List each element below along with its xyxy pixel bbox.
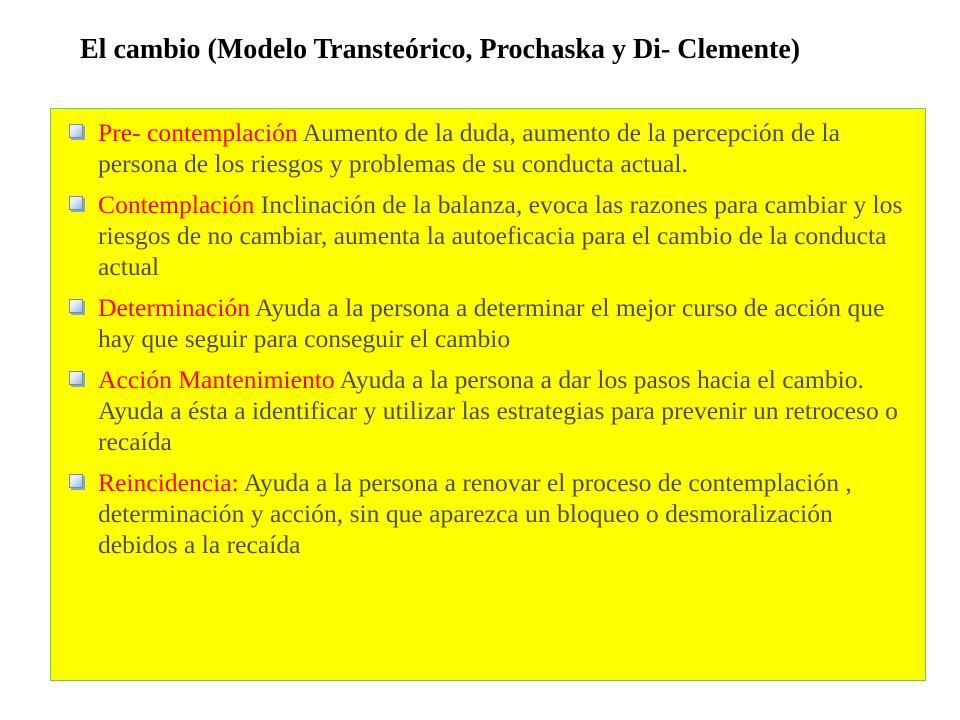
- stage-item-relapse: [61, 467, 911, 560]
- stage-name: Determinación: [98, 293, 251, 322]
- stage-item-determination: [61, 292, 911, 354]
- stage-name: Pre- contemplación: [98, 118, 298, 147]
- content-box: [50, 108, 926, 681]
- square-bullet-icon: [69, 124, 83, 138]
- stage-name: Acción Mantenimiento: [98, 365, 335, 394]
- stage-item-contemplation: [61, 189, 911, 282]
- stage-description: Ayuda a la persona a dar los pasos hacia el cambio. Ayuda a ésta a identificar y utilizar las estrategias para prevenir un retroceso o recaída: [98, 365, 898, 456]
- stage-description: Ayuda a la persona a determinar el mejor curso de acción que hay que seguir para conseguir el cambio: [98, 293, 885, 353]
- stage-name: Contemplación: [98, 190, 255, 219]
- square-bullet-icon: [69, 371, 83, 385]
- stage-name: Reincidencia:: [98, 468, 239, 497]
- stage-description: Aumento de la duda, aumento de la percepción de la persona de los riesgos y problemas de su conducta actual.: [98, 118, 840, 178]
- stage-description: Ayuda a la persona a renovar el proceso de contemplación , determinación y acción, sin que aparezca un bloqueo o desmoralización debidos a la recaída: [98, 468, 852, 559]
- square-bullet-icon: [69, 474, 83, 488]
- square-bullet-icon: [69, 196, 83, 210]
- stage-item-action-maintenance: [61, 364, 911, 457]
- square-bullet-icon: [69, 299, 83, 313]
- stage-list: [61, 117, 911, 570]
- slide-title: El cambio (Modelo Transteórico, Prochaska y Di- Clemente): [80, 34, 801, 65]
- stage-item-precontemplation: [61, 117, 911, 179]
- stage-description: Inclinación de la balanza, evoca las razones para cambiar y los riesgos de no cambiar, aumenta la autoeficacia para el cambio de la conducta actual: [98, 190, 903, 281]
